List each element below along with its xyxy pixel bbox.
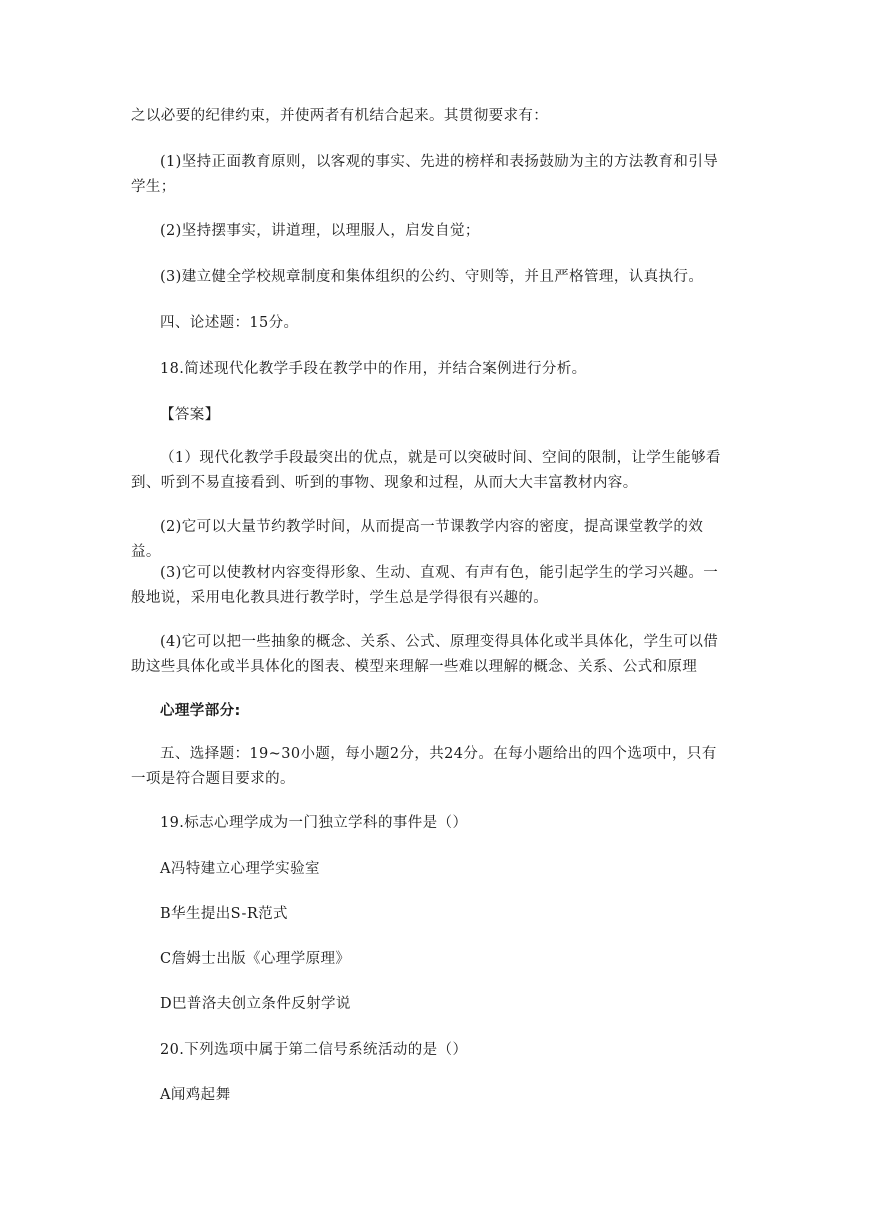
section-heading-essay: 四、论述题：15分。 xyxy=(160,315,299,331)
answer-point-2: (2)它可以大量节约教学时间，从而提高一节课教学内容的密度，提高课堂教学的效益。 xyxy=(131,519,704,560)
question-20: 20.下列选项中属于第二信号系统活动的是（） xyxy=(160,1042,468,1058)
paragraph-discipline-intro: 之以必要的纪律约束，并使两者有机结合起来。其贯彻要求有： xyxy=(131,108,549,124)
answer-point-1: （1）现代化教学手段最突出的优点，就是可以突破时间、空间的限制，让学生能够看到、听到不易直接看到、听到的事物、现象和过程，从而大大丰富教材内容。 xyxy=(131,450,721,491)
question-18: 18.简述现代化教学手段在教学中的作用，并结合案例进行分析。 xyxy=(160,361,587,377)
question-20-option-a: A闻鸡起舞 xyxy=(160,1087,231,1103)
section-heading-choice: 五、选择题：19~30小题，每小题2分，共24分。在每小题给出的四个选项中，只有一项是符合题目要求的。 xyxy=(131,746,717,787)
question-19-option-a: A冯特建立心理学实验室 xyxy=(160,861,320,877)
question-19-option-d: D巴普洛夫创立条件反射学说 xyxy=(160,996,351,1012)
question-19-option-c: C詹姆士出版《心理学原理》 xyxy=(160,951,351,967)
answer-point-3: (3)它可以使教材内容变得形象、生动、直观、有声有色，能引起学生的学习兴趣。一般地说，采用电化教具进行教学时，学生总是学得很有兴趣的。 xyxy=(131,565,719,606)
section-heading-psychology: 心理学部分: xyxy=(160,703,241,719)
paragraph-requirement-1: (1)坚持正面教育原则，以客观的事实、先进的榜样和表扬鼓励为主的方法教育和引导学生； xyxy=(131,154,719,195)
paragraph-requirement-2: (2)坚持摆事实，讲道理，以理服人，启发自觉； xyxy=(160,223,480,239)
paragraph-requirement-3: (3)建立健全学校规章制度和集体组织的公约、守则等，并且严格管理，认真执行。 xyxy=(160,269,704,285)
question-19: 19.标志心理学成为一门独立学科的事件是（） xyxy=(160,815,468,831)
question-19-option-b: B华生提出S-R范式 xyxy=(160,906,288,922)
answer-label: 【答案】 xyxy=(160,407,220,423)
answer-point-4: (4)它可以把一些抽象的概念、关系、公式、原理变得具体化或半具体化，学生可以借助这些具体化或半具体化的图表、模型来理解一些难以理解的概念、关系、公式和原理 xyxy=(131,634,719,675)
